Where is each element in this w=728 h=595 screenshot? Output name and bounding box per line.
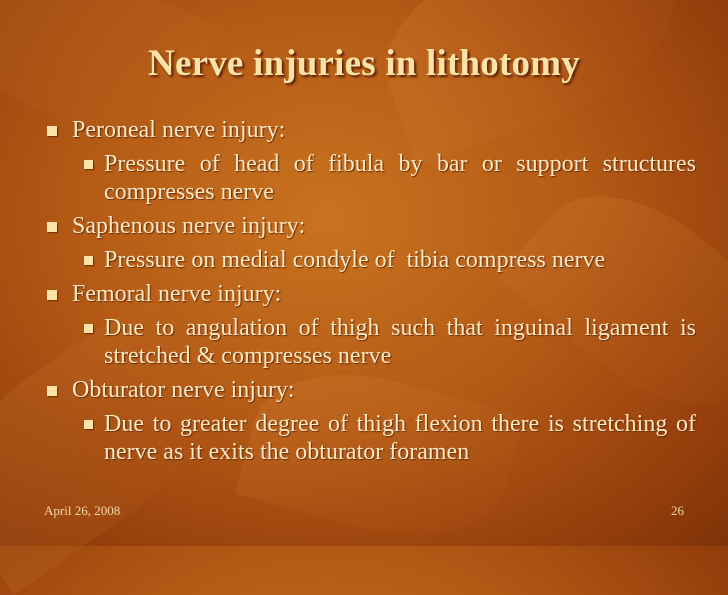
bullet-label: Femoral nerve injury: xyxy=(72,281,282,307)
square-bullet-icon xyxy=(47,290,57,300)
bullet-item-femoral xyxy=(44,280,696,308)
bullet-item-obturator xyxy=(44,376,696,404)
sub-bullet-peroneal xyxy=(76,150,696,206)
bullet-label: Peroneal nerve injury: xyxy=(72,117,286,143)
square-bullet-icon xyxy=(84,420,93,429)
bullet-label: Obturator nerve injury: xyxy=(72,377,295,403)
sub-bullet-femoral xyxy=(76,314,696,370)
sub-bullet-text: Due to angulation of thigh such that inguinal ligament is stretched & compresses nerve xyxy=(104,315,696,369)
sub-bullet-text: Due to greater degree of thigh flexion there is stretching of nerve as it exits the obturator foramen xyxy=(104,411,696,465)
square-bullet-icon xyxy=(84,324,93,333)
sub-bullet-saphenous xyxy=(76,246,696,274)
square-bullet-icon xyxy=(84,256,93,265)
page-number: 26 xyxy=(671,503,684,518)
slide-content xyxy=(44,116,696,472)
bullet-label: Saphenous nerve injury: xyxy=(72,213,306,239)
bullet-item-peroneal xyxy=(44,116,696,144)
square-bullet-icon xyxy=(47,222,57,232)
square-bullet-icon xyxy=(47,126,57,136)
bullet-item-saphenous xyxy=(44,212,696,240)
slide-title: Nerve injuries in lithotomy xyxy=(148,43,580,84)
square-bullet-icon xyxy=(47,386,57,396)
sub-bullet-text: Pressure on medial condyle of tibia compress nerve xyxy=(104,247,606,273)
sub-bullet-text: Pressure of head of fibula by bar or support structures compresses nerve xyxy=(104,151,696,205)
sub-bullet-obturator xyxy=(76,410,696,466)
square-bullet-icon xyxy=(84,160,93,169)
footer-date: April 26, 2008 xyxy=(44,503,121,518)
